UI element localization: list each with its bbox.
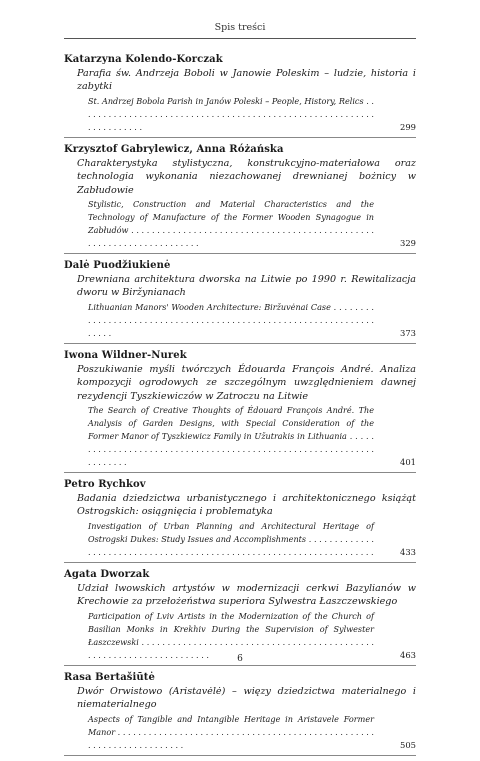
- entry-title-en-row: [64, 713, 416, 752]
- toc-entry: [64, 568, 416, 666]
- entry-title-pl: Badania dziedzictwa urbanistycznego i architektonicznego książąt Ostrogskich: osiągnięcia i problematyka: [77, 493, 416, 518]
- entry-title-en: Lithuanian Manors' Wooden Architecture: Biržuvėnai Case . . .: [88, 302, 374, 338]
- page-number-footer: 6: [237, 654, 243, 664]
- entry-author: Petro Rychkov: [64, 479, 146, 491]
- entry-author: Katarzyna Kolendo-Korczak: [64, 54, 223, 65]
- entry-title-en: Stylistic, Construction and Material Characteristics and the Technology of Manufacture of the Former Wooden Synagogue in Zabłudów . . .: [88, 199, 374, 248]
- entry-page-number: 401: [396, 456, 416, 469]
- entry-title-en: The Search of Creative Thoughts of Édouard François André. The Analysis of Garden Designs, with Special Consideration of the Former Manor of Tyszkiewicz Family in Užutrakis in Lithuania . . .: [88, 405, 374, 467]
- header-rule: [64, 38, 416, 39]
- entry-title-pl: Dwór Orwistowo (Aristavėlė) – więzy dziedzictwa materialnego i niematerialnego: [77, 685, 416, 711]
- entry-author: Agata Dworzak: [64, 568, 150, 580]
- toc-entry: [64, 259, 416, 344]
- entry-title-en: Participation of Lviv Artists in the Modernization of the Church of Basilian Monks in Krekhiv During the Supervision of Sylwester Łaszczewski . . .: [88, 611, 374, 660]
- entry-author: Krzysztof Gabrylewicz, Anna Różańska: [64, 143, 284, 155]
- entry-author: Iwona Wildner-Nurek: [64, 349, 187, 361]
- entry-page-number: 373: [396, 327, 416, 340]
- entry-title-en-row: [64, 198, 416, 250]
- entry-author: Rasa Bertašiūtė: [64, 671, 155, 683]
- entry-title-en: St. Andrzej Bobola Parish in Janów Poleski – People, History, Relics . . .: [88, 96, 374, 132]
- toc-entry: [64, 478, 416, 563]
- toc-entry: [64, 671, 416, 756]
- entry-page-number: 329: [396, 237, 416, 250]
- entry-title-en-row: [64, 404, 416, 469]
- entry-page-number: 463: [396, 649, 416, 662]
- entry-title-pl: Udział lwowskich artystów w modernizacji cerkwi Bazylianów w Krechowie za przełożeństwa superiora Sylwestra Łaszczewskiego: [77, 582, 416, 608]
- toc-entry: [64, 349, 416, 473]
- entry-author: Dalė Puodžiukienė: [64, 260, 171, 272]
- entry-page-number: 299: [396, 121, 416, 134]
- entry-title-en: Aspects of Tangible and Intangible Heritage in Aristavele Former Manor . . .: [88, 714, 374, 750]
- toc-entry: [64, 53, 416, 138]
- entry-page-number: 433: [396, 546, 416, 559]
- entry-title-en-row: [64, 301, 416, 340]
- toc-entry: [64, 143, 416, 254]
- entry-title-pl: Charakterystyka stylistyczna, konstrukcyjno-materiałowa oraz technologia wykonania niezachowanej drewnianej bożnicy w Zabłudowie: [77, 157, 416, 196]
- entry-title-en-row: [64, 520, 416, 559]
- entry-title-pl: Poszukiwanie myśli twórczych Édouarda François André. Analiza kompozycji ogrodowych ze szczególnym uwzględnieniem dawnej rezydencji Tyszkiewiczów w Zatroczu na Litwie: [77, 363, 416, 402]
- entry-title-en: Investigation of Urban Planning and Architectural Heritage of Ostrogski Dukes: Study Issues and Accomplishments . . .: [88, 521, 374, 557]
- entry-title-pl: Parafia św. Andrzeja Boboli w Janowie Poleskim – ludzie, historia i zabytki: [77, 68, 416, 93]
- running-header: Spis treści: [214, 22, 266, 33]
- entry-title-pl: Drewniana architektura dworska na Litwie po 1990 r. Rewitalizacja dworu w Biržynianach: [77, 274, 416, 299]
- entry-page-number: 505: [396, 739, 416, 752]
- entry-title-en-row: [64, 95, 416, 134]
